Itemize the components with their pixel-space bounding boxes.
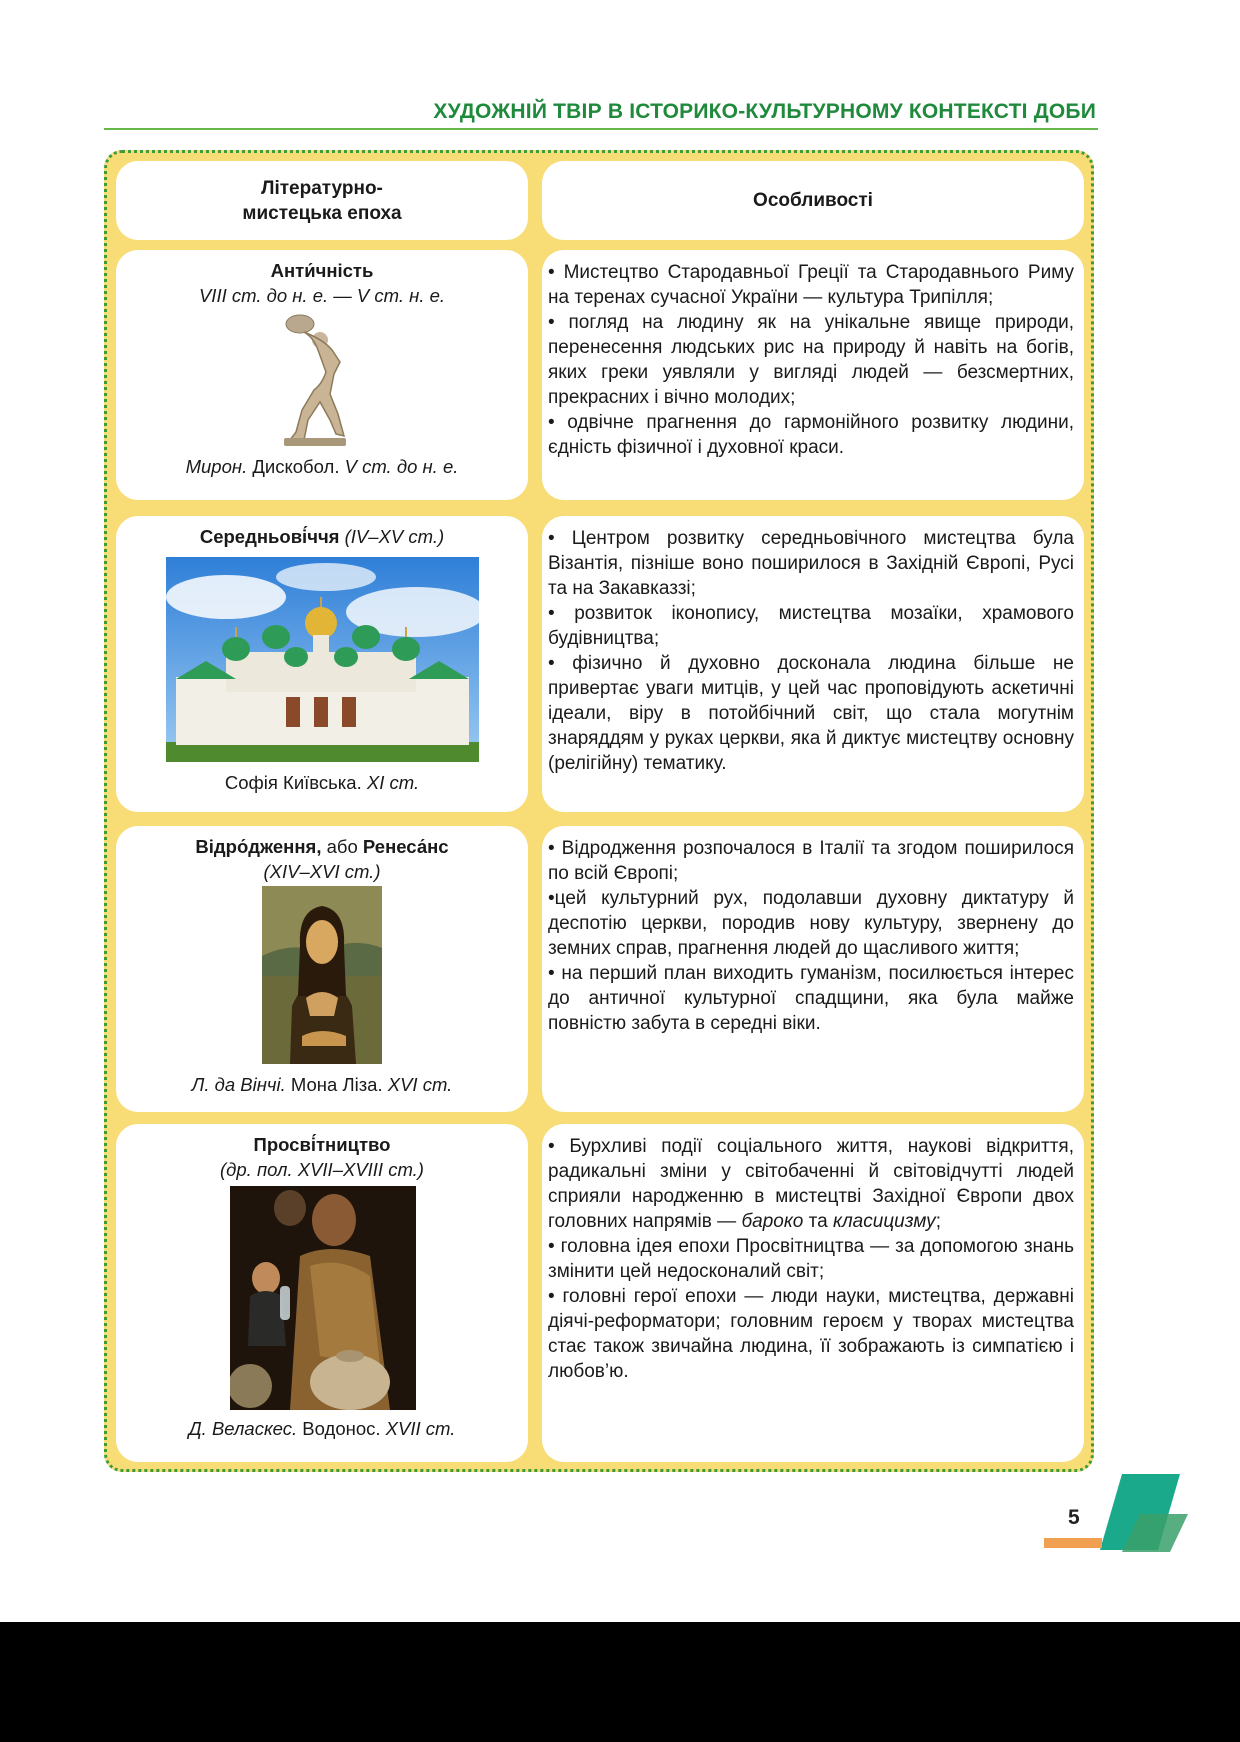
caption-author: Д. Веласкес. (188, 1418, 298, 1439)
era-title: Відро́дження, (195, 836, 322, 857)
mona-lisa-image (262, 886, 382, 1064)
caption-date: V ст. до н. е. (344, 456, 459, 477)
water-seller-image (230, 1186, 416, 1410)
era-heading (116, 524, 528, 549)
era-period: VIII ст. до н. е. — V ст. н. е. (198, 285, 446, 306)
caption-date: XVI ст. (387, 1074, 453, 1095)
column-header-features-label: Особливості (753, 190, 873, 211)
era-cell-enlightenment (116, 1124, 528, 1462)
features-cell-middle-ages (542, 516, 1084, 812)
artwork-caption (116, 454, 528, 479)
column-header-features (542, 161, 1084, 240)
era-cell-middle-ages (116, 516, 528, 812)
column-header-era-line2: мистецька епоха (242, 202, 402, 224)
feature-item: • погляд на людину як на унікальне явище природи, перенесення людських рис на природу й навіть на богів, яких греки уявляли у вигляді людей — безсмертних, прекрасних і вічно молодих; (548, 312, 1074, 408)
page-corner-badge (1040, 1470, 1190, 1580)
artwork-caption (116, 770, 528, 795)
badge-orange-bar (1044, 1538, 1102, 1548)
feature-item: • одвічне прагнення до гармонійного розвитку людини, єдність фізичної і духовної краси. (548, 412, 1074, 458)
feature-item: • Мистецтво Стародавньої Греції та Стародавнього Риму на теренах сучасної України — культура Трипілля; (548, 262, 1074, 308)
header-rule (104, 128, 1098, 130)
era-title: Середньові́ччя (199, 526, 340, 547)
caption-title: Водонос. (297, 1418, 386, 1439)
artwork-caption (116, 1072, 528, 1097)
feature-item (548, 1134, 1074, 1234)
sophia-cathedral-image (166, 557, 479, 762)
feature-item: • головна ідея епохи Просвітництва — за допомогою знань змінити цей недосконалий світ; (548, 1236, 1074, 1282)
running-head-title: ХУДОЖНІЙ ТВІР В ІСТОРИКО-КУЛЬТУРНОМУ КОНТЕКСТІ ДОБИ (433, 100, 1096, 123)
era-connector: або (321, 836, 363, 857)
era-period: (др. пол. XVII–XVIII ст.) (220, 1159, 424, 1180)
artwork-caption (116, 1416, 528, 1441)
column-header-era-line1: Літературно- (261, 177, 383, 199)
feature-text: та (803, 1211, 833, 1232)
feature-item: • Центром розвитку середньовічного мистецтва була Візантія, пізніше воно поширилося в Західній Європі, Русі та на Закавказзі; (548, 528, 1074, 599)
caption-author: Л. да Вінчі. (191, 1074, 286, 1095)
caption-title: Дискобол. (247, 456, 345, 477)
discobolus-image (274, 310, 354, 448)
feature-item: • розвиток іконопису, мистецтва мозаїки, храмового будівництва; (548, 603, 1074, 649)
era-title: Просві́тництво (253, 1134, 391, 1155)
era-cell-renaissance (116, 826, 528, 1112)
feature-item: • головні герої епохи — люди науки, мистецтва, державні діячі-реформатори; головним героєм у творах мистецтва стає також звичайна людина, її зображають із симпатією і любов’ю. (548, 1286, 1074, 1382)
era-period: (IV–XV ст.) (339, 526, 445, 547)
feature-term-classicism: класицизму (833, 1211, 936, 1232)
features-cell-antiquity (542, 250, 1084, 500)
feature-text: ; (935, 1211, 941, 1232)
era-period: (XIV–XVI ст.) (263, 861, 381, 882)
era-heading (116, 834, 528, 859)
era-title: Анти́чність (270, 260, 374, 281)
features-cell-enlightenment (542, 1124, 1084, 1462)
column-header-era (116, 161, 528, 240)
feature-text: • Бурхливі події соціального життя, наукові відкриття, радикальні зміни у світобаченні й світовідчутті людей сприяли народженню в мистецтві Західної Європи двох головних напрямів — (548, 1136, 1074, 1232)
features-cell-renaissance (542, 826, 1084, 1112)
caption-title: Софія Київська. (224, 772, 367, 793)
feature-term-baroque: бароко (741, 1211, 804, 1232)
feature-item: • на перший план виходить гуманізм, посилюється інтерес до античної культурної спадщини, яка була майже повністю забута в середні віки. (548, 963, 1074, 1034)
feature-item: • Відродження розпочалося в Італії та згодом поширилося по всій Європі; (548, 838, 1074, 884)
feature-item: •цей культурний рух, подолавши духовну диктатуру й деспотію церкви, породив нову культуру, звернену до земних справ, прагнення людей до щасливого життя; (548, 888, 1074, 959)
era-alt-title: Ренеса́нс (362, 836, 449, 857)
page-number: 5 (1068, 1506, 1080, 1529)
caption-date: XVII ст. (385, 1418, 456, 1439)
caption-title: Мона Ліза. (285, 1074, 388, 1095)
caption-author: Мирон. (185, 456, 248, 477)
era-cell-antiquity (116, 250, 528, 500)
feature-item: • фізично й духовно досконала людина більше не привертає уваги митців, у цей час проповідують аскетичні ідеали, віру в потойбічний світ, що стала могутнім знаряддям у руках церкви, яка й диктує мистецтву основну (релігійну) тематику. (548, 653, 1074, 774)
caption-date: XI ст. (366, 772, 420, 793)
